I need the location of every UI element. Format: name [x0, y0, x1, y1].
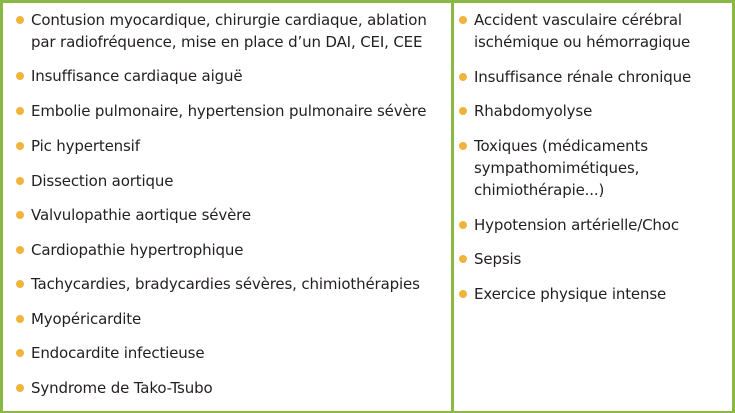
- bullet-icon: [16, 177, 24, 185]
- item-line: Toxiques (médicaments: [474, 137, 648, 155]
- bullet-icon: [16, 72, 24, 80]
- item-line: Dissection aortique: [31, 172, 174, 190]
- list-item: [16, 204, 446, 226]
- list-item: [459, 100, 729, 122]
- list-item: [459, 283, 729, 305]
- bullet-icon: [16, 246, 24, 254]
- list-item: [16, 377, 446, 399]
- list-item: [16, 308, 446, 330]
- bullet-icon: [16, 349, 24, 357]
- list-item: [16, 170, 446, 192]
- list-item: [16, 273, 446, 295]
- item-line: Cardiopathie hypertrophique: [31, 241, 244, 259]
- list-item: [459, 214, 729, 236]
- bullet-icon: [459, 73, 467, 81]
- bullet-icon: [16, 384, 24, 392]
- item-line: Rhabdomyolyse: [474, 102, 593, 120]
- list-item: [16, 342, 446, 364]
- bullet-icon: [459, 290, 467, 298]
- item-line: chimiothérapie...): [474, 181, 605, 199]
- item-line: Pic hypertensif: [31, 137, 140, 155]
- bullet-icon: [16, 315, 24, 323]
- bullet-icon: [16, 16, 24, 24]
- bullet-icon: [16, 142, 24, 150]
- bullet-icon: [459, 142, 467, 150]
- item-line: Contusion myocardique, chirurgie cardiaque, ablation: [31, 11, 427, 29]
- bullet-icon: [459, 107, 467, 115]
- bullet-icon: [459, 255, 467, 263]
- list-item: [459, 248, 729, 270]
- bullet-icon: [16, 211, 24, 219]
- list-item: [16, 135, 446, 157]
- list-item: [16, 239, 446, 261]
- bullet-icon: [16, 280, 24, 288]
- item-line: Syndrome de Tako-Tsubo: [31, 379, 213, 397]
- list-item: [459, 135, 729, 201]
- item-line: Valvulopathie aortique sévère: [31, 206, 251, 224]
- item-line: Exercice physique intense: [474, 285, 667, 303]
- item-line: Sepsis: [474, 250, 522, 268]
- list-item: [459, 66, 729, 88]
- list-item: [459, 9, 729, 53]
- bullet-icon: [459, 16, 467, 24]
- item-line: Tachycardies, bradycardies sévères, chimiothérapies: [31, 275, 420, 293]
- list-item: [16, 100, 446, 122]
- item-line: Insuffisance cardiaque aiguë: [31, 67, 243, 85]
- bullet-icon: [16, 107, 24, 115]
- item-line: Insuffisance rénale chronique: [474, 68, 692, 86]
- bullet-icon: [459, 221, 467, 229]
- item-line: Hypotension artérielle/Choc: [474, 216, 679, 234]
- item-line: Endocardite infectieuse: [31, 344, 205, 362]
- item-line: Embolie pulmonaire, hypertension pulmonaire sévère: [31, 102, 427, 120]
- column-divider: [451, 0, 454, 413]
- item-line: par radiofréquence, mise en place d’un DAI, CEI, CEE: [31, 33, 423, 51]
- list-item: [16, 9, 446, 53]
- item-line: Myopéricardite: [31, 310, 142, 328]
- item-line: sympathomimétiques,: [474, 159, 640, 177]
- item-line: ischémique ou hémorragique: [474, 33, 691, 51]
- item-line: Accident vasculaire cérébral: [474, 11, 682, 29]
- list-item: [16, 65, 446, 87]
